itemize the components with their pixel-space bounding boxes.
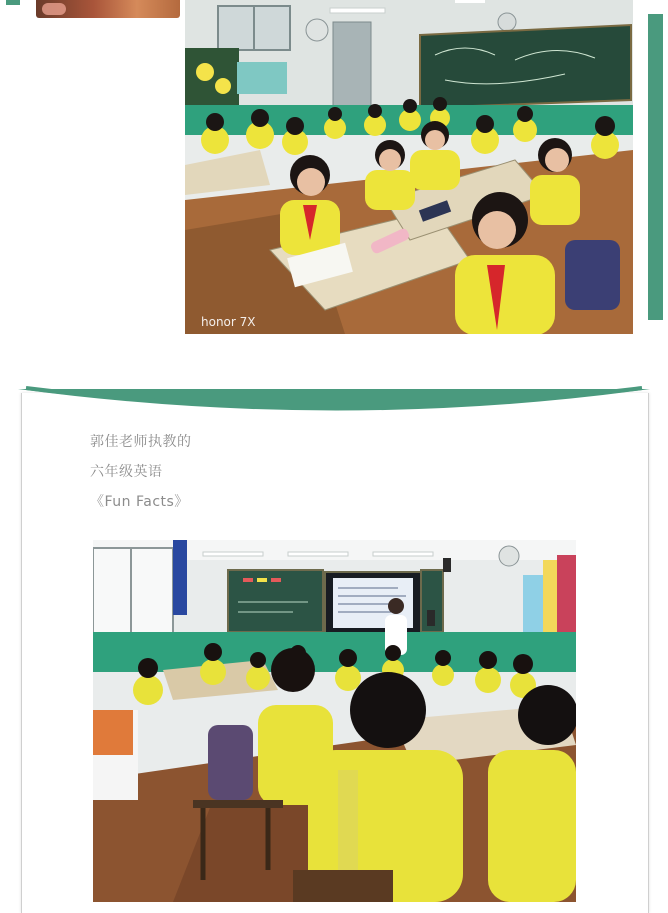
classroom-photo-bottom [93,540,576,902]
accent-square-decoration [6,0,20,5]
previous-photo-thumbnail [36,0,180,18]
classroom-photo-top [185,0,633,334]
accent-side-bar [648,14,663,320]
card-wave-header [18,384,650,420]
lesson-title-line: 《Fun Facts》 [90,494,189,510]
grade-subject-line: 六年级英语 [90,464,163,480]
teacher-line: 郭佳老师执教的 [90,434,192,450]
camera-watermark: honor 7X [201,315,256,329]
